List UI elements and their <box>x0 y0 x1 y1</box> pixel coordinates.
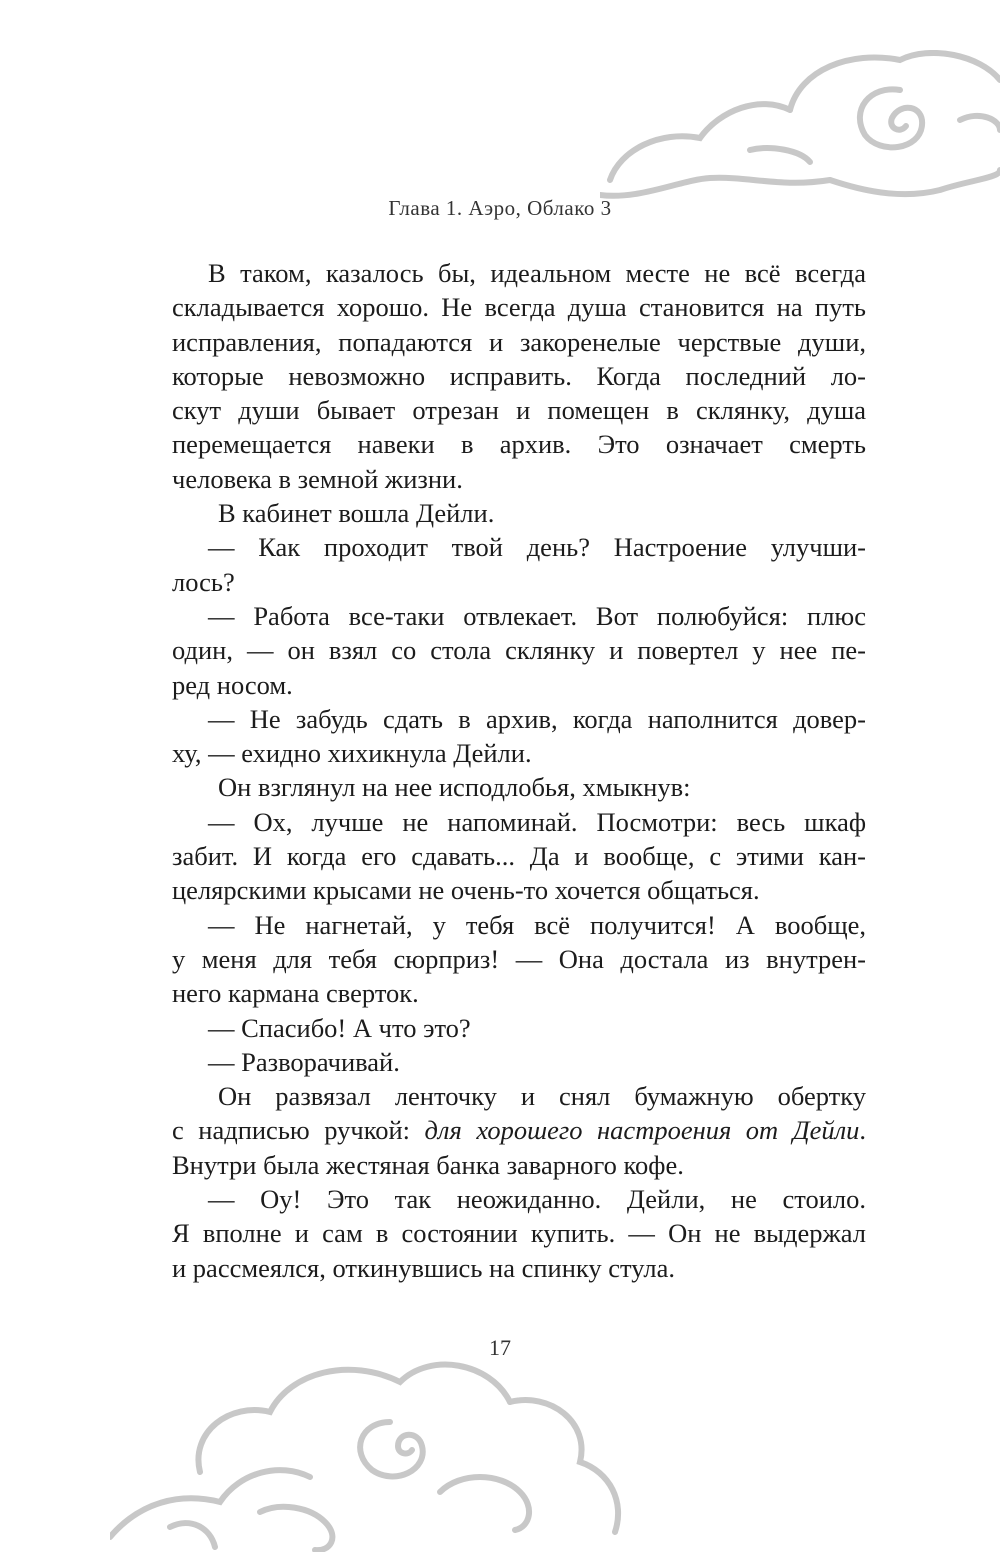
text-plain: с надписью ручкой: <box>172 1115 425 1146</box>
text-line: перемещается навеки в архив. Это означает смерть <box>172 429 866 460</box>
text-line: складывается хорошо. Не всегда душа становится на путь <box>172 292 866 323</box>
text-line: Он взглянул на нее исподлобья, хмыкнув: <box>218 772 691 803</box>
text-line: Он развязал ленточку и снял бумажную обертку <box>218 1081 866 1112</box>
text-line: — Не забудь сдать в архив, когда наполнится довер- <box>208 703 866 734</box>
text-line: ред носом. <box>172 669 293 700</box>
text-line: Я вполне и сам в состоянии купить. — Он не выдержал <box>172 1218 866 1249</box>
text-line: В таком, казалось бы, идеальном месте не всё всегда <box>208 258 866 288</box>
text-line: у меня для тебя сюрприз! — Она достала из внутрен- <box>172 943 866 974</box>
text-line: ху, — ехидно хихикнула Дейли. <box>172 738 532 769</box>
text-line: целярскими крысами не очень-то хочется общаться. <box>172 875 760 906</box>
text-line: Внутри была жестяная банка заварного кофе. <box>172 1149 684 1180</box>
text-line: которые невозможно исправить. Когда последний ло- <box>172 360 866 391</box>
text-line: — Как проходит твой день? Настроение улучши- <box>208 532 866 563</box>
text-line: него кармана сверток. <box>172 978 419 1009</box>
text-line: и рассмеялся, откинувшись на спинку стула. <box>172 1252 675 1283</box>
page-number: 17 <box>489 1335 511 1360</box>
text-line: — Ох, лучше не напоминай. Посмотри: весь шкаф <box>208 806 866 837</box>
text-line-with-italic <box>172 1113 866 1147</box>
text-line: скут души бывает отрезан и помещен в склянку, душа <box>172 395 866 426</box>
text-line: — Разворачивай. <box>208 1046 400 1077</box>
cloud-ornament-top <box>600 50 1000 210</box>
text-line: — Спасибо! А что это? <box>208 1012 471 1043</box>
running-head: Глава 1. Аэро, Облако 3 <box>388 196 612 220</box>
text-italic: для хорошего настроения от Дейли <box>424 1115 860 1146</box>
text-tail: . <box>859 1115 867 1146</box>
text-line: человека в земной жизни. <box>172 463 463 494</box>
text-line: лось? <box>172 566 235 597</box>
body-text <box>172 256 866 1285</box>
text-line: исправления, попадаются и закоренелые черствые души, <box>172 326 866 357</box>
text-line: — Работа все-таки отвлекает. Вот полюбуйся: плюс <box>208 600 866 631</box>
text-line: В кабинет вошла Дейли. <box>218 498 495 529</box>
cloud-ornament-bottom <box>110 1352 630 1552</box>
text-line: — Оу! Это так неожиданно. Дейли, не стоило. <box>208 1184 866 1215</box>
text-line: — Не нагнетай, у тебя всё получится! А вообще, <box>208 909 866 940</box>
text-line: забит. И когда его сдавать... Да и вообще, с этими кан- <box>172 841 866 872</box>
text-line: один, — он взял со стола склянку и повертел у нее пе- <box>172 635 866 666</box>
